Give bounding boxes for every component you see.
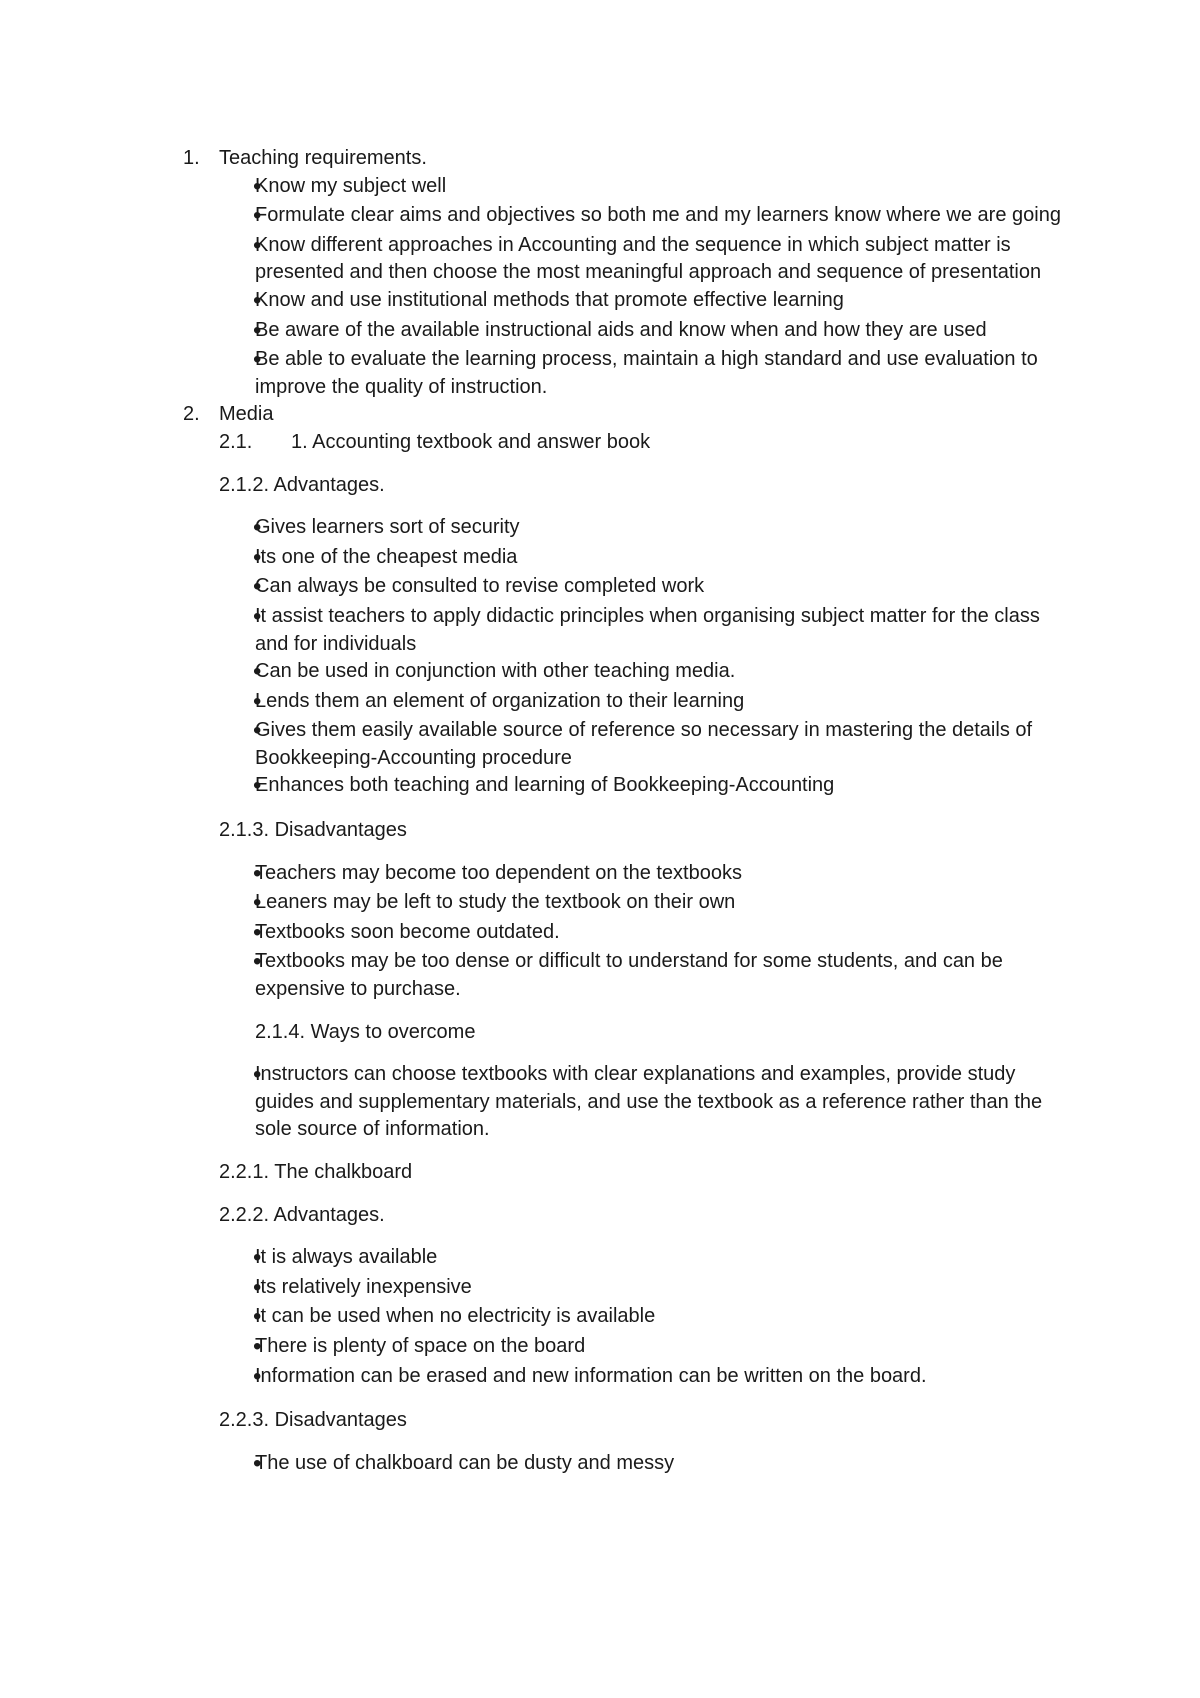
textbook-advantages-list <box>183 514 1063 802</box>
list-item: • Formulate clear aims and objectives so both me and my learners know where we are going <box>219 202 1063 232</box>
list-item: • Can always be consulted to revise completed work <box>219 573 1063 603</box>
heading-2-2-1: 2.2.1. The chalkboard <box>219 1161 413 1183</box>
list-item: • Gives learners sort of security <box>219 514 1063 544</box>
list-item: • There is plenty of space on the board <box>219 1333 1063 1363</box>
heading-2-1-2: 2.1.2. Advantages. <box>219 473 385 496</box>
section-title: Teaching requirements. <box>219 147 427 169</box>
bullet-icon <box>219 202 255 232</box>
section-1-heading <box>183 145 1063 173</box>
list-item: • Know my subject well <box>219 173 1063 203</box>
list-item: • Know and use institutional methods that promote effective learning <box>219 287 1063 317</box>
chalkboard-disadvantages-list <box>183 1450 1063 1480</box>
list-item: • Can be used in conjunction with other teaching media. <box>219 658 1063 688</box>
bullet-icon <box>219 346 255 401</box>
bullet-icon <box>219 173 255 203</box>
section-number: 2. <box>183 403 200 426</box>
document-body <box>183 145 1063 1479</box>
bullet-icon <box>219 1061 255 1144</box>
list-item: • Textbooks soon become outdated. <box>219 919 1063 949</box>
bullet-icon <box>219 603 255 658</box>
bullet-icon <box>219 688 255 718</box>
bullet-icon <box>219 658 255 688</box>
subsection-title: 1. Accounting textbook and answer book <box>291 430 651 453</box>
bullet-icon <box>219 232 255 287</box>
bullet-icon <box>219 317 255 347</box>
list-item: • Its relatively inexpensive <box>219 1274 1063 1304</box>
list-item: • It assist teachers to apply didactic principles when organising subject matter for the class and for individuals <box>219 603 1063 658</box>
section-number: 1. <box>183 147 200 169</box>
bullet-icon <box>219 1363 255 1393</box>
bullet-icon <box>219 948 255 1003</box>
heading-2-1-4: 2.1.4. Ways to overcome <box>255 1020 476 1043</box>
list-item: • Be able to evaluate the learning process, maintain a high standard and use evaluation to improve the quality of instruction. <box>219 346 1063 401</box>
list-item: • Leaners may be left to study the textbook on their own <box>219 889 1063 919</box>
list-item: • Its one of the cheapest media <box>219 544 1063 574</box>
list-item: • Be aware of the available instructional aids and know when and how they are used <box>219 317 1063 347</box>
section-title: Media <box>219 403 274 426</box>
ways-to-overcome-list <box>183 1061 1063 1144</box>
list-item: • Know different approaches in Accounting and the sequence in which subject matter is presented and then choose the most meaningful approach and sequence of presentation <box>219 232 1063 287</box>
bullet-icon <box>219 573 255 603</box>
bullet-icon <box>219 1244 255 1274</box>
list-item: • Teachers may become too dependent on the textbooks <box>219 860 1063 890</box>
list-item: • Lends them an element of organization to their learning <box>219 688 1063 718</box>
bullet-icon <box>219 717 255 772</box>
list-item: • Enhances both teaching and learning of Bookkeeping-Accounting <box>219 772 1063 802</box>
list-item: • Gives them easily available source of reference so necessary in mastering the details of Bookkeeping-Accounting procedure <box>219 717 1063 772</box>
bullet-icon <box>219 514 255 544</box>
bullet-icon <box>219 544 255 574</box>
teaching-requirements-list <box>183 173 1063 402</box>
list-item: • Information can be erased and new information can be written on the board. <box>219 1363 1063 1393</box>
heading-2-2-3: 2.2.3. Disadvantages <box>219 1409 407 1432</box>
list-item: • It is always available <box>219 1244 1063 1274</box>
list-item: • Textbooks may be too dense or difficult to understand for some students, and can be expensive to purchase. <box>219 948 1063 1003</box>
bullet-icon <box>219 1450 255 1480</box>
chalkboard-advantages-list <box>183 1244 1063 1392</box>
bullet-icon <box>219 1303 255 1333</box>
bullet-icon <box>219 1274 255 1304</box>
bullet-icon <box>219 1333 255 1363</box>
subsection-number: 2.1. <box>219 430 253 453</box>
bullet-icon <box>219 889 255 919</box>
list-item: • Instructors can choose textbooks with clear explanations and examples, provide study guides and supplementary materials, and use the textbook as a reference rather than the sole source of information. <box>219 1061 1063 1144</box>
textbook-disadvantages-list <box>183 860 1063 1004</box>
list-item: • The use of chalkboard can be dusty and messy <box>219 1450 1063 1480</box>
bullet-icon <box>219 860 255 890</box>
heading-2-1-3: 2.1.3. Disadvantages <box>219 819 407 842</box>
subsection-2-1-heading <box>183 429 1063 457</box>
bullet-icon <box>219 919 255 949</box>
bullet-icon <box>219 287 255 317</box>
list-item: • It can be used when no electricity is available <box>219 1303 1063 1333</box>
bullet-icon <box>219 772 255 802</box>
section-2-heading <box>183 401 1063 429</box>
heading-2-2-2: 2.2.2. Advantages. <box>219 1203 385 1226</box>
